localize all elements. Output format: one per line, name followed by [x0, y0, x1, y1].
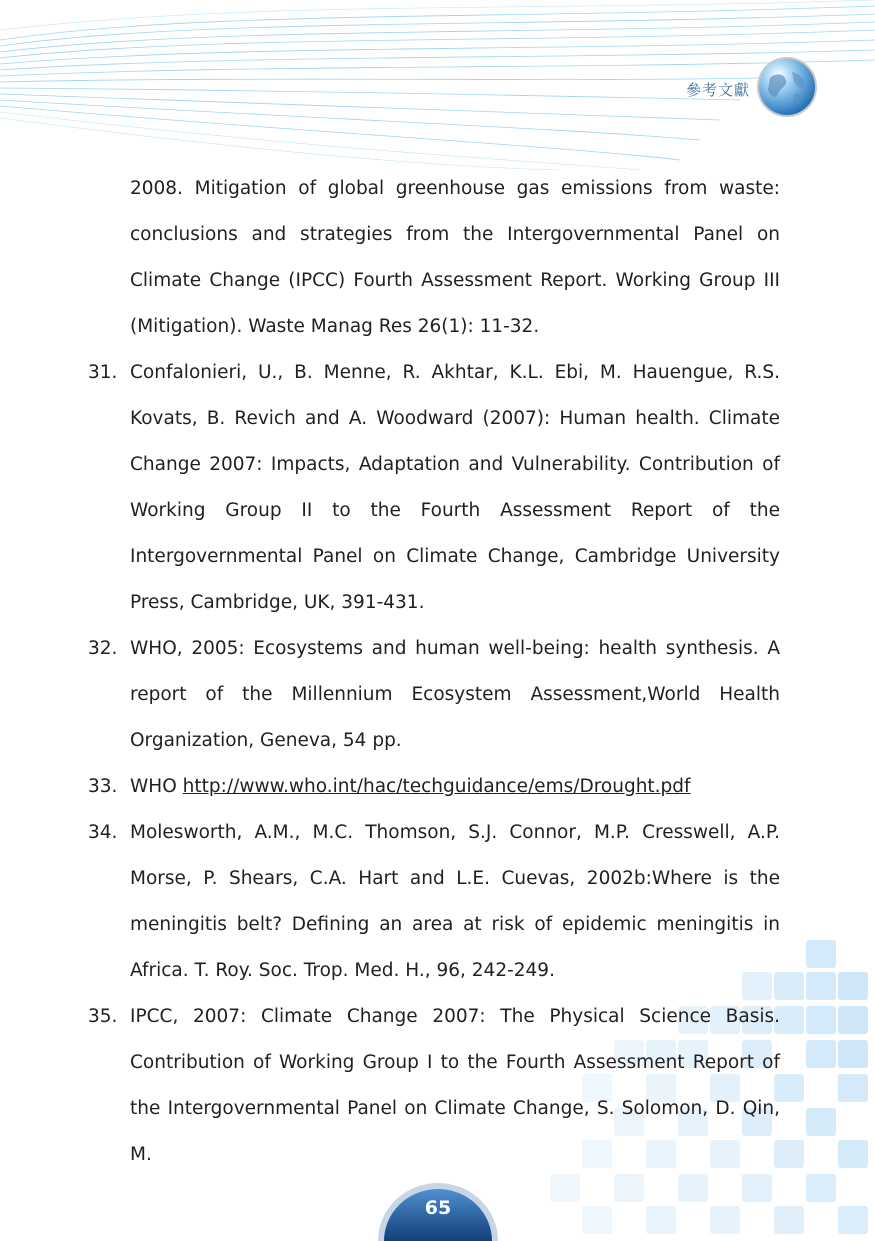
reference-item	[88, 994, 780, 1178]
reference-list	[88, 166, 780, 1178]
reference-number: 32.	[88, 638, 118, 659]
reference-text	[130, 764, 780, 810]
reference-text: Confalonieri, U., B. Menne, R. Akhtar, K.L. Ebi, M. Hauengue, R.S. Kovats, B. Revich and A. Woodward (2007): Human health. Climate Change 2007: Impacts, Adaptation and Vulnerability. Contribution of Working Group II to the Fourth Assessment Report of the Intergovernmental Panel on Climate Change, Cambridge University Press, Cambridge, UK, 391-431.	[130, 362, 780, 613]
section-title: 參考文獻	[685, 81, 750, 99]
reference-item	[88, 350, 780, 626]
reference-number: 33.	[88, 776, 118, 797]
reference-item	[88, 166, 780, 350]
reference-text: IPCC, 2007: Climate Change 2007: The Physical Science Basis. Contribution of Working Group I to the Fourth Assessment Report of the Intergovernmental Panel on Climate Change, S. Solomon, D. Qin, M.	[130, 1006, 780, 1165]
reference-prefix: WHO	[130, 776, 183, 797]
reference-item	[88, 810, 780, 994]
reference-text: Molesworth, A.M., M.C. Thomson, S.J. Connor, M.P. Cresswell, A.P. Morse, P. Shears, C.A. Hart and L.E. Cuevas, 2002b:Where is the meningitis belt? Defining an area at risk of epidemic meningitis in Africa. T. Roy. Soc. Trop. Med. H., 96, 242-249.	[130, 822, 780, 981]
page-number: 65	[424, 1197, 452, 1219]
reference-number: 35.	[88, 1006, 118, 1027]
reference-text: 2008. Mitigation of global greenhouse gas emissions from waste: conclusions and strategies from the Intergovernmental Panel on Climate Change (IPCC) Fourth Assessment Report. Working Group III (Mitigation). Waste Manag Res 26(1): 11-32.	[130, 178, 780, 337]
reference-item	[88, 626, 780, 764]
reference-text: WHO, 2005: Ecosystems and human well-being: health synthesis. A report of the Millennium Ecosystem Assessment,World Health Organization, Geneva, 54 pp.	[130, 638, 780, 751]
reference-link[interactable]: http://www.who.int/hac/techguidance/ems/Drought.pdf	[182, 776, 691, 797]
reference-number: 34.	[88, 822, 118, 843]
reference-number: 31.	[88, 362, 118, 383]
reference-item	[88, 764, 780, 810]
